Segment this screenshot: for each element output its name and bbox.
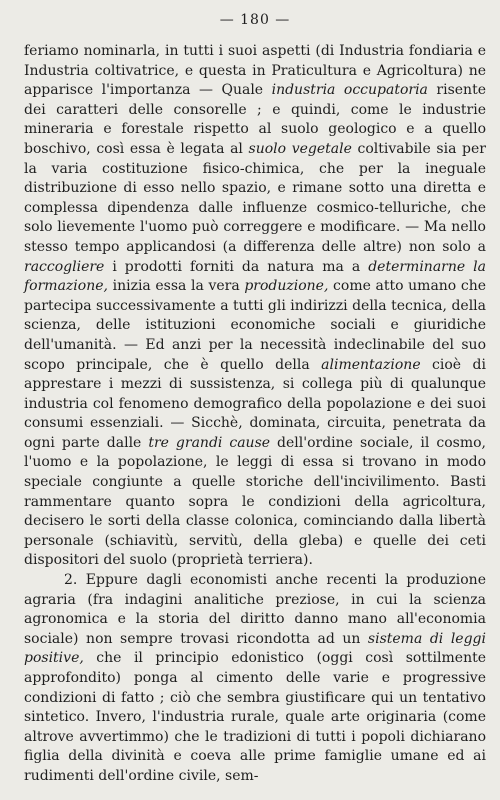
text-segment: inizia essa la vera: [107, 278, 245, 295]
italic-term: alimentazione: [321, 356, 421, 373]
italic-term: sistema di leggi positive,: [24, 630, 486, 667]
text-segment: come atto umano che partecipa successivamente a tutti gli indirizzi della tecnica, della scienza, delle istituzioni economiche sociali e giuridiche dell'umanità. — Ed anzi per la necessità indeclinabile del suo scopo principale, che è quello della: [24, 278, 486, 373]
italic-term: suolo vegetale: [248, 140, 352, 157]
text-segment: che il principio edonistico (oggi così sottilmente approfondito) ponga al cimento delle varie e progressive condizioni di fatto ; ciò che sembra giustificare qui un tentativo sintetico. Invero, l'industria rurale, quale arte originaria (come altrove avvertimmo) che le tradizioni di tutti i popoli dichiarano figlia della divinità e coeva alle prime famiglie umane ed ai rudimenti dell'ordine civile, sem-: [24, 650, 486, 784]
text-segment: risente dei caratteri delle consorelle ; e quindi, come le industrie mineraria e forestale rispetto al suolo geologico e a quello boschivo, così essa è legata al: [24, 82, 486, 157]
italic-term: raccogliere: [24, 258, 105, 275]
paragraph-2: [24, 571, 486, 787]
text-segment: coltivabile sia per la varia costituzione fisico-chimica, che per la ineguale distribuzione di esso nello spazio, e rimane sotto una diretta e complessa dipendenza dalle influenze cosmico-telluriche, che solo lievemente l'uomo può correggere e modificare. — Ma nello stesso tempo applicandosi (a differenza delle altre) non solo a: [24, 140, 486, 255]
italic-term: determinarne la formazione,: [24, 258, 486, 295]
paragraph-1: [24, 42, 486, 571]
italic-term: tre grandi cause: [148, 434, 271, 451]
italic-term: produzione,: [244, 278, 329, 295]
page-number: — 180 —: [219, 12, 291, 28]
text-segment: dell'ordine sociale, il cosmo, l'uomo e la popolazione, le leggi di essa si trovano in modo speciale congiunte a quelle storiche dell'incivilimento. Basti rammentare quanto sopra le condizioni della agricoltura, decisero le sorti della classe colonica, cominciando dalla libertà personale (schiavitù, servitù, della gleba) e quelle dei ceti dispositori del suolo (proprietà terriera).: [24, 434, 486, 569]
text-segment: feriamo nominarla, in tutti i suoi aspetti (di Industria fondiaria e Industria coltivatrice, e questa in Praticultura e Agricoltura) ne apparisce l'importanza — Quale: [24, 43, 486, 99]
text-segment: cioè di apprestare i mezzi di sussistenza, si collega più di qualunque industria col fenomeno demografico della popolazione e dei suoi consumi essenziali. — Sicchè, dominata, circuita, penetrata da ogni parte dalle: [24, 356, 486, 451]
italic-term: industria occupatoria: [271, 82, 428, 99]
text-segment: i prodotti forniti da natura ma a: [104, 258, 369, 275]
text-segment: 2. Eppure dagli economisti anche recenti la produzione agraria (fra indagini analitiche preziose, in cui la scienza agronomica e la storia del diritto danno mano all'economia sociale) non sempre trovasi ricondotta ad un: [24, 572, 486, 647]
